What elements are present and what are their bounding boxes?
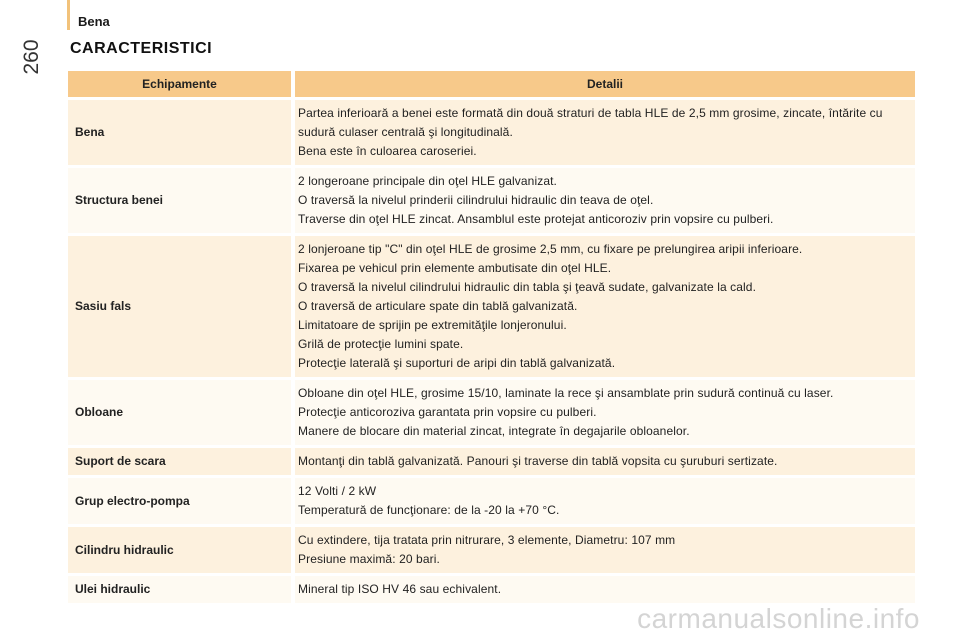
column-header-details: Detalii — [295, 71, 915, 97]
details-cell — [295, 380, 915, 445]
section-title: CARACTERISTICI — [70, 40, 213, 57]
table-header-row — [68, 71, 915, 97]
table-row — [68, 576, 915, 603]
details-cell — [295, 448, 915, 475]
table-row — [68, 527, 915, 573]
detail-line: O traversă de articulare spate din tablă galvanizată. — [298, 299, 578, 313]
detail-line: Obloane din oţel HLE, grosime 15/10, laminate la rece şi ansamblate prin sudură continuă cu laser. — [298, 386, 834, 400]
chapter-side-bar — [67, 0, 70, 30]
details-cell — [295, 236, 915, 377]
detail-line: 2 longeroane principale din oţel HLE galvanizat. — [298, 174, 557, 188]
details-cell — [295, 100, 915, 165]
equipment-cell: Ulei hidraulic — [68, 576, 295, 603]
equipment-cell: Obloane — [68, 380, 295, 445]
table-body — [68, 100, 915, 603]
details-cell — [295, 576, 915, 603]
detail-line: 12 Volti / 2 kW — [298, 484, 377, 498]
equipment-cell: Structura benei — [68, 168, 295, 233]
watermark: carmanualsonline.info — [637, 603, 920, 634]
detail-line: Bena este în culoarea caroseriei. — [298, 144, 477, 158]
detail-line: O traversă la nivelul prinderii cilindrului hidraulic din teava de oţel. — [298, 193, 654, 207]
detail-line: Fixarea pe vehicul prin elemente ambutisate din oţel HLE. — [298, 261, 612, 275]
table-row — [68, 100, 915, 165]
column-header-equipment: Echipamente — [68, 71, 295, 97]
equipment-cell: Sasiu fals — [68, 236, 295, 377]
equipment-cell: Grup electro-pompa — [68, 478, 295, 524]
detail-line: Partea inferioară a benei este formată din două straturi de tabla HLE de 2,5 mm grosime, zincate, întărite cu sudură culaser centrală şi longitudinală. — [298, 106, 883, 139]
equipment-cell: Cilindru hidraulic — [68, 527, 295, 573]
table-row — [68, 448, 915, 475]
detail-line: Presiune maximă: 20 bari. — [298, 552, 440, 566]
detail-line: Protecţie anticoroziva garantata prin vopsire cu pulberi. — [298, 405, 597, 419]
detail-line: Limitatoare de sprijin pe extremităţile lonjeronului. — [298, 318, 567, 332]
page-number: 260 — [20, 39, 43, 75]
detail-line: Traverse din oţel HLE zincat. Ansamblul este protejat anticoroziv prin vopsire cu pulberi. — [298, 212, 774, 226]
equipment-cell: Suport de scara — [68, 448, 295, 475]
table-row — [68, 478, 915, 524]
chapter-label: Bena — [78, 14, 110, 29]
detail-line: Manere de blocare din material zincat, integrate în degajarile obloanelor. — [298, 424, 690, 438]
details-cell — [295, 168, 915, 233]
detail-line: Grilă de protecţie lumini spate. — [298, 337, 464, 351]
table-row — [68, 236, 915, 377]
detail-line: O traversă la nivelul cilindrului hidraulic din tabla şi ţeavă sudate, galvanizate la cald. — [298, 280, 757, 294]
detail-line: Montanţi din tablă galvanizată. Panouri şi traverse din tablă vopsita cu şuruburi sertizate. — [298, 454, 778, 468]
detail-line: Temperatură de funcţionare: de la -20 la +70 °C. — [298, 503, 560, 517]
detail-line: Mineral tip ISO HV 46 sau echivalent. — [298, 582, 502, 596]
details-cell — [295, 527, 915, 573]
table-row — [68, 168, 915, 233]
specifications-table — [68, 68, 915, 606]
detail-line: Protecţie laterală şi suporturi de aripi din tablă galvanizată. — [298, 356, 616, 370]
table-row — [68, 380, 915, 445]
detail-line: Cu extindere, tija tratata prin nitrurare, 3 elemente, Diametru: 107 mm — [298, 533, 676, 547]
details-cell — [295, 478, 915, 524]
detail-line: 2 lonjeroane tip "C" din oţel HLE de grosime 2,5 mm, cu fixare pe prelungirea aripii inferioare. — [298, 242, 803, 256]
equipment-cell: Bena — [68, 100, 295, 165]
